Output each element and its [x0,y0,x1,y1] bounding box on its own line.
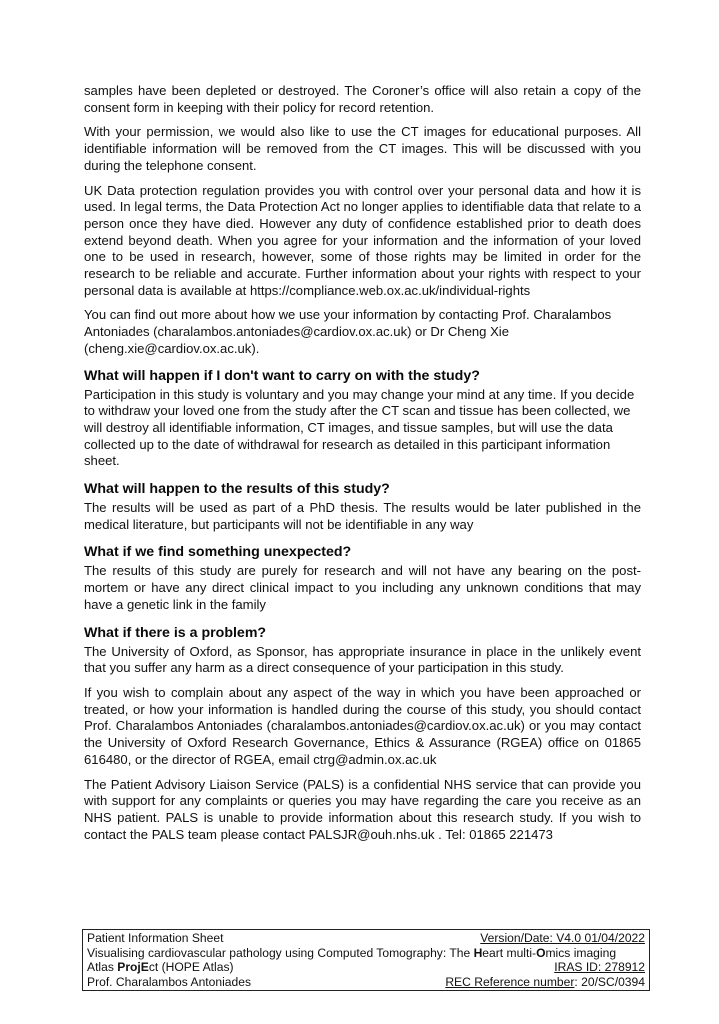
section-results [84,481,641,533]
text: : 20/SC/0394 [574,974,645,989]
text: REC Reference number [445,974,575,989]
footer-study-title-cont [87,960,234,975]
paragraph-data-protection: UK Data protection regulation provides you with control over your personal data and how it is used. In legal terms, the Data Protection Act no longer applies to identifiable data that relate to a person once they have died. However any duty of confidence established prior to death does extend beyond death. When you agree for your information and the information of your loved one to be used in research, however, some of those rights may be limited in order for the research to be reliable and accurate. Further information about your rights with respect to your personal data is available at https://compliance.web.ox.ac.uk/individual-rights [84,182,641,298]
section-problem [84,625,641,844]
paragraph-contact-info: You can find out more about how we use your information by contacting Prof. Charalambos Antoniades (charalambos.antoniades@cardiov.ox.ac.uk) or Dr Cheng Xie (cheng.xie@cardiov.ox.ac.uk). [84,307,612,356]
footer-investigator: Prof. Charalambos Antoniades [87,974,252,989]
paragraph-ct-education: With your permission, we would also like to use the CT images for educational purposes. All identifiable information will be removed from the CT images. This will be discussed with you during the telephone consent. [84,124,641,173]
text: Atlas [87,960,118,975]
section-text: The results of this study are purely for research and will not have any bearing on the post-mortem or have any direct clinical impact to you including any unknown conditions that may have a genetic link in the family [84,563,641,612]
text: O [536,945,546,960]
section-text: The results will be used as part of a PhD thesis. The results would be later published in the medical literature, but participants will not be identifiable in any way [84,500,641,532]
footer-row [87,960,645,975]
section-heading: What if there is a problem? [84,624,267,641]
text: Visualising cardiovascular pathology using Computed Tomography: The [87,945,474,960]
section-text: If you wish to complain about any aspect of the way in which you have been approached or treated, or how your information is handled during the course of this study, you should contact Prof. Charalambos Antoniades (charalambos.antoniades@cardiov.ox.ac.uk) or you may contact the University of Oxford Research Governance, Ethics & Assurance (RGEA) office on 01865 616480, or the director of RGEA, email ctrg@admin.ox.ac.uk [84,684,641,767]
text: E [140,960,149,975]
paragraph-sample-retention: samples have been depleted or destroyed. The Coroner’s office will also retain a copy of the consent form in keeping with their policy for record retention. [84,83,641,115]
text: H [473,945,483,960]
footer-iras-id: IRAS ID: 278912 [554,960,645,975]
section-withdrawal [84,368,641,471]
document-page [84,83,641,851]
section-text: The University of Oxford, as Sponsor, has appropriate insurance in place in the unlikely event that you suffer any harm as a direct consequence of your participation in this study. [84,643,641,676]
section-text: The Patient Advisory Liaison Service (PALS) is a confidential NHS service that can provide you with support for any complaints or queries you may have regarding the care you receive as an NHS patient. PALS is unable to provide information about this research study. If you wish to contact the PALS team please contact PALSJR@ouh.nhs.uk . Tel: 01865 221473 [84,776,641,842]
footer-row [87,975,645,990]
text: ct (HOPE Atlas) [148,960,234,975]
footer-row [87,931,645,946]
text: Proj [117,960,141,975]
section-unexpected [84,544,641,613]
section-heading: What will happen to the results of this study? [84,481,390,498]
footer-row [87,946,645,961]
section-text: Participation in this study is voluntary and you may change your mind at any time. If you decide to withdraw your loved one from the study after the CT scan and tissue has been collected, we will destroy all identifiable information, CT images, and tissue samples, but will use the data collected up to the date of withdrawal for research as detailed in this participant information sheet. [84,386,635,469]
section-heading: What will happen if I don't want to carry on with the study? [84,367,480,384]
text: eart multi- [482,945,537,960]
footer-rec-reference [445,975,645,990]
footer-doc-type: Patient Information Sheet [87,931,224,945]
text: mics imaging [545,945,617,960]
section-heading: What if we find something unexpected? [84,544,352,561]
document-footer [82,929,650,991]
footer-version: Version/Date: V4.0 01/04/2022 [480,931,645,945]
footer-study-title [87,946,616,961]
